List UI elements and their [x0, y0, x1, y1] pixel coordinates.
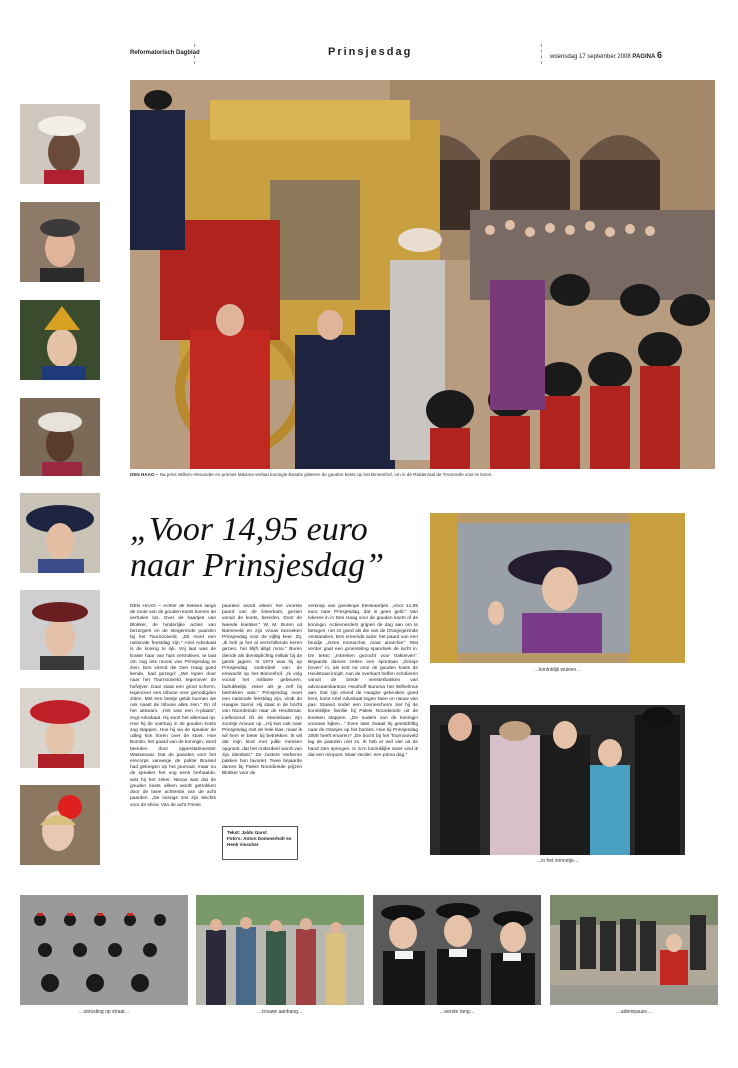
credit-photos: Foto's: Anton Dommerholt en Henk Visscher: [227, 836, 292, 847]
caption-equipment-street: …uitrusting op straat…: [78, 1009, 130, 1015]
caption-in-the-sun: …in het zonnetje…: [536, 858, 579, 864]
header-divider-right: [541, 44, 542, 64]
portrait-photo-3: [20, 300, 100, 380]
caption-royal-waving: …koninklijk wuiven…: [533, 667, 582, 673]
date-text: woensdag 17 september 2008: [550, 54, 631, 60]
main-photo-caption: [130, 472, 715, 478]
photo-royal-waving: [430, 513, 685, 663]
caption-loyal-supporters: …trouwe aanhang…: [257, 1009, 303, 1015]
photo-breather: [550, 895, 718, 1005]
photo-equipment-street: [20, 895, 188, 1005]
portrait-photo-6: [20, 590, 100, 670]
article-column-1: DEN HAAG – Achter de hekken langs de route van de gouden koets komen de verhalen los. Over de kaartjes van Blokker, de hinderlijke acties van bezorgers en de steigerende paarden bij het Tournooiveld. „Dit moet een nationale feestdag zijn.” Ariel Advokaat is de koning te rijk. Vrij laat was de kraste haar van huis vertrokken, te laat om nog iets moois van Prinsjesdag te zien. Een vriend die Den Haag goed kende, had gezegd: „We lopen door naar het Tournooiveld, tegenover de hofvijver. Daar staat een groot scherm, tegenover een tribune voor genodigden zitten. Met een beetje geluk kunnen we ook naast de tribune alles zien.” En of het uitkwam. „Het was een A-plaats”, zegt Advokaat. Hij somt het allemaal op. Hoe hij de voertuig in de gouden koets zag stappen. Hoe hij via de speaker de uitleg kon horen over de stoet. Hoe Bomito, het paard van de koningin, werd bereden door opperstalmeester Wassenaar. Dat de paarden voor het erecorps vanwege de politie Brussel had gekregen op het journaal, maar nu de speaker het nog eens herhaalde, wist hij het zeker. Nieuw was dat de gouden koets alleen wordt getrokken door de twee achterste van de acht paarden. „De overige zes zijn slechts voor de show. Van de acht Friese: [130, 604, 216, 808]
credit-box: [222, 826, 298, 860]
newspaper-name: Reformatorisch Dagblad: [130, 50, 200, 56]
issue-date: [550, 50, 662, 60]
article-column-2: paarden wordt alleen het voorste paard van de linkerkant, gezien vanuit de koets, bereden. Door de tweede koetsier.” W. M. Buren uit Barneveld en zijn vrouw bezoeken Prinsjesdag voor de vijftig keer. Zij: „Ik heb je het al verschillende keren gezien, het blijft altijd mooi.” Buren diende als dienstplichtig militair bij de garde jagers. In 1973 was hij op Prinsjesdag onderdeel van de erewacht op het Binnenhof. „Ik volg vooral het militaire gebeuren, fadrukkelijk. zeker als je zelf bij betrokken was.” Prinsjesdag moet een nationale feestdag zijn, vindt de Haagse Samir. Hij staat in de bocht van Noordeinde naar de Heulstraat. Liefkozend tilt de Marokkaan zijn zoontje Anouar op. „Hij kan ook naar Prinsjesdag met de hele klas, maar ik wil hem er beter bij betrekken. Ik wil dat mijn kind met jullie mensen opgroeit, dat het onderdeel wordt van zijn identiteit.” De zusters Verberne pakken hun favoriet. Twee bejaarde dames bij Paleis Noordeinde prijzen Blokker voor de: [222, 604, 302, 777]
caption-text: Na prins Willem-Alexander en prinses Máxima verlaat koningin Beatrix gisteren de gouden koets op het Binnenhof, om in de Ridderzaal de Troonrede voor te lezen.: [159, 472, 493, 477]
portrait-photo-1: [20, 104, 100, 184]
portrait-photo-4: [20, 398, 100, 476]
portrait-photo-7: [20, 688, 100, 768]
page-number: 6: [656, 50, 662, 60]
header-divider: [194, 44, 195, 64]
caption-front-row: …eerste rang…: [439, 1009, 475, 1015]
portrait-photo-5: [20, 493, 100, 573]
article-headline: „Voor 14,95 euro naar Prinsjesdag”: [130, 511, 385, 584]
credit-text: Tekst: Jaldo Garst: [227, 830, 267, 835]
section-title: Prinsjesdag: [328, 46, 413, 58]
caption-breather: …adempauze…: [615, 1009, 653, 1015]
portrait-photo-8: [20, 785, 100, 865]
main-photo-golden-coach: [130, 80, 715, 469]
portrait-photo-2: [20, 202, 100, 282]
photo-in-the-sun: [430, 705, 685, 855]
page-label: PAGINA: [632, 54, 656, 60]
photo-front-row: [373, 895, 541, 1005]
photo-loyal-supporters: [196, 895, 364, 1005]
article-column-3: verkoop van goedkope treinkaartjes. „Voor 14,95 euro naar Prinsjesdag, dat is geen geld.” Van lokeres in in Den Haag voor de gouden koets of de koningin. Actievoerders grijpen de dag aan om te betogen, net zo goed als die van de Oranjegezinde omstanders. Een vreemde actie: het paard van een bruidje „Geen monarchie, maar anarchie”. Wat verder gaat een groenteling spandoek de lucht in. De tekst: „Inbreken gezocht voor traktieven”. Bejaarde dames zetten een spontaan „Oranje boven” in, als kort na ome de gouden koets de Heulstraat inrijdt. Aan de overkant heffen scholieren vanuit de brede vensterbanken van advocatenkantoor Houthoff Buruma het Wilhelmus aan. Dat zijn vriend de Haagse gebruiken goed kent, komt Ariel Advokaat tegen twee on nieuw van pas. Staand onder een zonnescherm ziet hij de koninklijke familie bij Paleis Noordeinde uit de koetsen stappen. „De ouders van de koningin vooraan kijken...” Even later zwaait hij geestdriftig naar de Oranjes op het bordes. Hoe bij Prinsjesdag 2008 heeft ervaren? „De bocht bij het Tournooiveld lag de paarden niet zo. Ik heb er wel vier uit de hand zien springen. In zo'n koninklijke stoet vind ik dat een minpunt. Maar verder: een prima dag.”: [308, 604, 418, 758]
caption-place: DEN HAAG –: [130, 472, 159, 477]
